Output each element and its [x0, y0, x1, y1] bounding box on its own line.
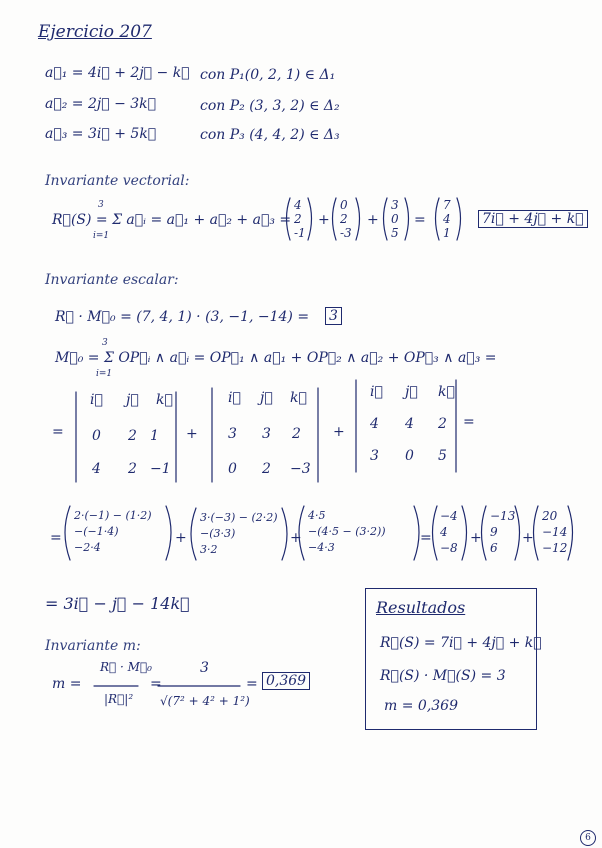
det1-cell: 2 [128, 428, 137, 444]
plus-sign: + [186, 426, 198, 442]
m-denominator: |R⃗|² [104, 692, 134, 706]
results-heading: Resultados [376, 598, 466, 617]
det3-cell: j⃗ [405, 384, 418, 400]
m-lhs: m = [52, 676, 82, 692]
m-result: 0,369 [262, 672, 310, 690]
expanded-m2: 3·(−3) − (2·2) −(3·3) 3·2 [200, 511, 278, 556]
page-number: 6 [580, 830, 596, 846]
det3-cell: 0 [405, 448, 414, 464]
results-line-dot: R⃗(S) · M⃗(S) = 3 [380, 668, 506, 684]
plus-sign: + [318, 212, 330, 228]
vectorial-sum-bottom: i=1 [93, 231, 110, 241]
det3-cell: 4 [405, 416, 414, 432]
plus-sign: + [290, 530, 302, 546]
det3-cell: 3 [370, 448, 379, 464]
result-m2: −13 9 6 [490, 509, 516, 555]
final-mo: = 3i⃗ − j⃗ − 14k⃗ [45, 594, 190, 613]
given-a3: a⃗₃ = 3i⃗ + 5k⃗ [45, 126, 157, 142]
m-denominator-value: √(7² + 4² + 1²) [160, 694, 250, 708]
det3-cell: 5 [438, 448, 447, 464]
plus-sign: + [470, 530, 482, 546]
vector-a2-column: 0 2 -3 [340, 198, 352, 240]
equals-sign: = [420, 530, 432, 546]
scalar-heading: Invariante escalar: [45, 272, 179, 288]
expanded-m1: 2·(−1) − (1·2) −(−1·4) −2·4 [74, 509, 152, 554]
det2-cell: 3 [228, 426, 237, 442]
det1-cell: k⃗ [156, 392, 173, 408]
det2-cell: j⃗ [260, 390, 273, 406]
det2-cell: 0 [228, 461, 237, 477]
vector-a1-column: 4 2 -1 [294, 198, 306, 240]
equals-sign: = [150, 676, 162, 692]
det3-cell: i⃗ [370, 384, 383, 400]
det1-cell: 0 [92, 428, 101, 444]
equals-sign: = [52, 424, 64, 440]
vectorial-sum-top: 3 [98, 200, 104, 210]
equals-sign: = [246, 676, 258, 692]
plus-sign: + [522, 530, 534, 546]
scalar-dot-result: 3 [325, 307, 342, 325]
vectorial-lhs: R⃗(S) = Σ a⃗ᵢ = a⃗₁ + a⃗₂ + a⃗₃ = [52, 212, 292, 228]
page-title: Ejercicio 207 [38, 22, 152, 42]
given-a2-point: con P₂ (3, 3, 2) ∈ Δ₂ [200, 98, 340, 114]
det3-cell: k⃗ [438, 384, 455, 400]
vectorial-heading: Invariante vectorial: [45, 173, 190, 189]
det2-cell: −3 [290, 461, 311, 477]
result-m1: −4 4 −8 [440, 509, 458, 555]
vector-r-column: 7 4 1 [443, 198, 451, 240]
det1-cell: 4 [92, 461, 101, 477]
det2-cell: k⃗ [290, 390, 307, 406]
det3-cell: 2 [438, 416, 447, 432]
given-a3-point: con P₃ (4, 4, 2) ∈ Δ₃ [200, 127, 340, 143]
scalar-dot-line: R⃗ · M⃗₀ = (7, 4, 1) · (3, −1, −14) = [55, 309, 310, 325]
det2-cell: 2 [292, 426, 301, 442]
plus-sign: + [333, 424, 345, 440]
equals-sign: = [463, 414, 475, 430]
det1-cell: 1 [150, 428, 159, 444]
results-line-r: R⃗(S) = 7i⃗ + 4j⃗ + k⃗ [380, 635, 542, 651]
det3-cell: 4 [370, 416, 379, 432]
equals-sign: = [50, 530, 62, 546]
invariant-m-heading: Invariante m: [45, 638, 141, 654]
plus-sign: + [175, 530, 187, 546]
det2-cell: 2 [262, 461, 271, 477]
det1-cell: 2 [128, 461, 137, 477]
vectorial-result: 7i⃗ + 4j⃗ + k⃗ [478, 210, 588, 228]
m-numerator: R⃗ · M⃗₀ [100, 660, 152, 674]
det2-cell: i⃗ [228, 390, 241, 406]
mo-definition: M⃗₀ = Σ OP⃗ᵢ ∧ a⃗ᵢ = OP⃗₁ ∧ a⃗₁ + OP⃗₂ ∧ a⃗₂ + OP⃗₃ ∧ a⃗₃ = [55, 350, 497, 366]
results-line-m: m = 0,369 [384, 698, 458, 714]
equals-sign: = [414, 212, 426, 228]
det1-cell: i⃗ [90, 392, 103, 408]
m-numerator-value: 3 [200, 660, 209, 676]
plus-sign: + [367, 212, 379, 228]
mo-sum-bottom: i=1 [96, 369, 113, 379]
det1-cell: j⃗ [126, 392, 139, 408]
vector-a3-column: 3 0 5 [391, 198, 399, 240]
det1-cell: −1 [150, 461, 171, 477]
mo-sum-top: 3 [102, 338, 108, 348]
det2-cell: 3 [262, 426, 271, 442]
given-a1-point: con P₁(0, 2, 1) ∈ Δ₁ [200, 67, 336, 83]
expanded-m3: 4·5 −(4·5 − (3·2)) −4·3 [308, 509, 386, 554]
given-a2: a⃗₂ = 2j⃗ − 3k⃗ [45, 96, 157, 112]
given-a1: a⃗₁ = 4i⃗ + 2j⃗ − k⃗ [45, 65, 190, 81]
result-m3: 20 −14 −12 [542, 509, 568, 555]
